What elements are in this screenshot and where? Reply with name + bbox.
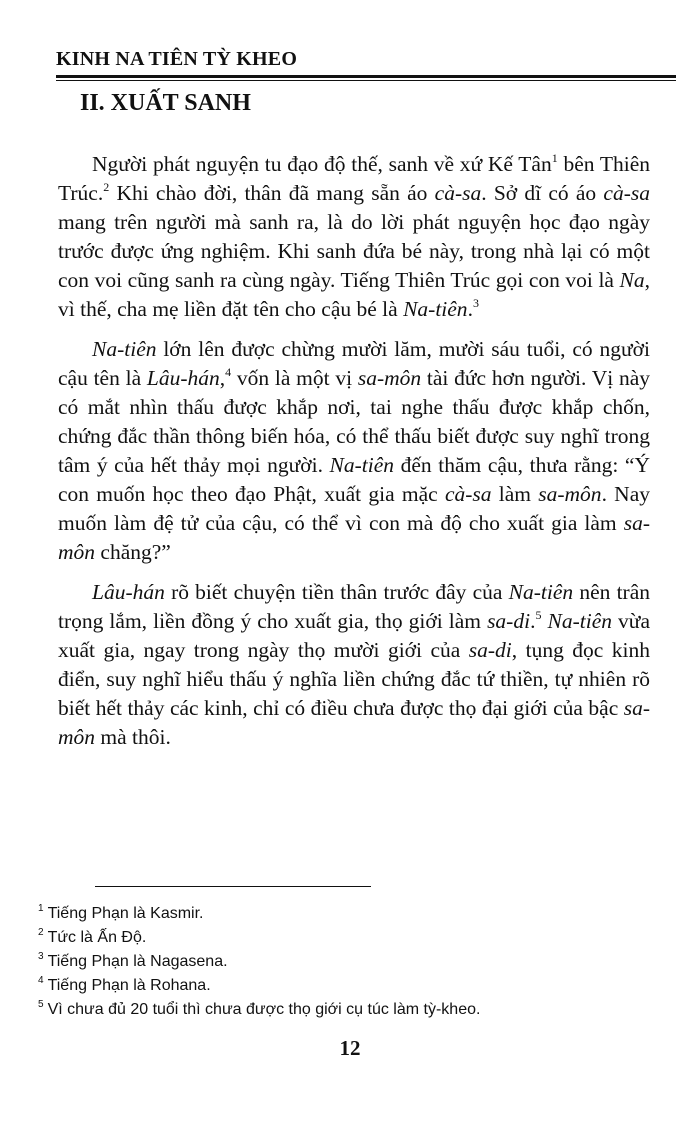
- paragraph: [58, 578, 650, 752]
- header-rule-thick: [56, 75, 676, 78]
- page-number: 12: [339, 1036, 361, 1060]
- body-text: [58, 150, 650, 763]
- italic-term: Na-tiên: [329, 453, 395, 477]
- text-run: vừa xuất gia, ngay trong ngày thọ mười giới của: [58, 609, 650, 662]
- text-run: bên Thiên Trúc.: [58, 152, 650, 205]
- text-run: , tụng đọc kinh điển, suy nghĩ hiểu thấu ý nghĩa liền chứng đắc tứ thiền, tự nhiên rõ biết hết thảy các kinh, chỉ có điều chưa được thọ đại giới của bậc: [58, 638, 650, 720]
- footnote-ref: 2: [103, 180, 110, 194]
- header-rule-thin: [56, 80, 676, 81]
- running-head: KINH NA TIÊN TỲ KHEO: [56, 48, 298, 70]
- italic-term: sa-di: [468, 638, 512, 662]
- text-run: Người phát nguyện tu đạo độ thế, sanh về xứ Kế Tân: [92, 152, 552, 176]
- text-run: .: [530, 609, 536, 633]
- footnote: [38, 950, 658, 974]
- text-run: . Nay muốn làm đệ tử của cậu, có thể vì con mà độ cho xuất gia làm: [58, 482, 650, 535]
- italic-term: cà-sa: [444, 482, 492, 506]
- text-run: rõ biết chuyện tiền thân trước đây của: [164, 580, 509, 604]
- footnote-number: 3: [38, 951, 44, 962]
- footnote: [38, 974, 658, 998]
- footnote: [38, 926, 658, 950]
- footnote-ref: 1: [551, 151, 558, 165]
- italic-term: Na-tiên: [508, 580, 574, 604]
- italic-term: sa-môn: [58, 511, 650, 564]
- footnote-text: Tức là Ấn Độ.: [47, 929, 147, 946]
- italic-term: sa-môn: [357, 366, 422, 390]
- italic-term: Na: [619, 268, 645, 292]
- footnote-ref: 5: [535, 608, 542, 622]
- italic-term: cà-sa: [603, 181, 650, 205]
- text-run: nên trân trọng lắm, liền đồng ý cho xuất gia, thọ giới làm: [58, 580, 651, 633]
- italic-term: sa-di: [487, 609, 531, 633]
- footnote-text: Vì chưa đủ 20 tuổi thì chưa được thọ giới cụ túc làm tỳ-kheo.: [47, 1001, 481, 1018]
- text-run: mang trên người mà sanh ra, là do lời phát nguyện học đạo ngày trước được ứng nghiệm. Khi sanh đứa bé này, trong nhà lại có một con voi cũng sanh ra cùng ngày. Tiếng Thiên Trúc gọi con voi là: [58, 210, 650, 292]
- italic-term: Na-tiên: [92, 337, 157, 361]
- italic-term: cà-sa: [434, 181, 482, 205]
- chapter-title: II. XUẤT SANH: [80, 90, 251, 116]
- paragraph: [58, 150, 650, 324]
- footnote-number: 2: [38, 927, 44, 938]
- text-run: đến thăm cậu, thưa rằng: “Ý con muốn học theo đạo Phật, xuất gia mặc: [58, 453, 650, 506]
- footnote: [38, 902, 658, 926]
- text-run: .: [467, 297, 473, 321]
- footnote-ref: 4: [225, 365, 232, 379]
- footnote-text: Tiếng Phạn là Nagasena.: [47, 953, 228, 970]
- footnote-separator: [95, 886, 371, 887]
- footnote-number: 4: [38, 975, 44, 986]
- footnote-number: 1: [38, 903, 44, 914]
- text-run: , vì thế, cha mẹ liền đặt tên cho cậu bé là: [58, 268, 650, 321]
- text-run: chăng?”: [95, 540, 171, 564]
- text-run: . Sở dĩ có áo: [481, 181, 604, 205]
- text-run: mà thôi.: [95, 725, 171, 749]
- footnotes: [38, 902, 658, 1022]
- italic-term: Na-tiên: [547, 609, 612, 633]
- text-run: lớn lên được chừng mười lăm, mười sáu tuổi, có người cậu tên là: [58, 337, 650, 390]
- text-run: Khi chào đời, thân đã mang sẵn áo: [109, 181, 435, 205]
- footnote: [38, 998, 658, 1022]
- italic-term: sa-môn: [58, 696, 650, 749]
- italic-term: Na-tiên: [403, 297, 468, 321]
- text-run: ,: [219, 366, 226, 390]
- italic-term: Lâu-hán: [146, 366, 220, 390]
- footnote-ref: 3: [472, 296, 479, 310]
- italic-term: Lâu-hán: [92, 580, 165, 604]
- paragraph: [58, 335, 650, 567]
- footnote-number: 5: [38, 999, 44, 1010]
- text-run: tài đức hơn người. Vị này có mắt nhìn thấu được khắp nơi, tai nghe thấu được khắp chốn, chứng đắc thần thông biến hóa, có thể thấu biết được suy nghĩ trong tâm ý của hết thảy mọi người.: [58, 366, 650, 477]
- text-run: làm: [491, 482, 539, 506]
- text-run: vốn là một vị: [231, 366, 358, 390]
- footnote-text: Tiếng Phạn là Rohana.: [47, 977, 211, 994]
- italic-term: sa-môn: [538, 482, 602, 506]
- footnote-text: Tiếng Phạn là Kasmir.: [47, 905, 204, 922]
